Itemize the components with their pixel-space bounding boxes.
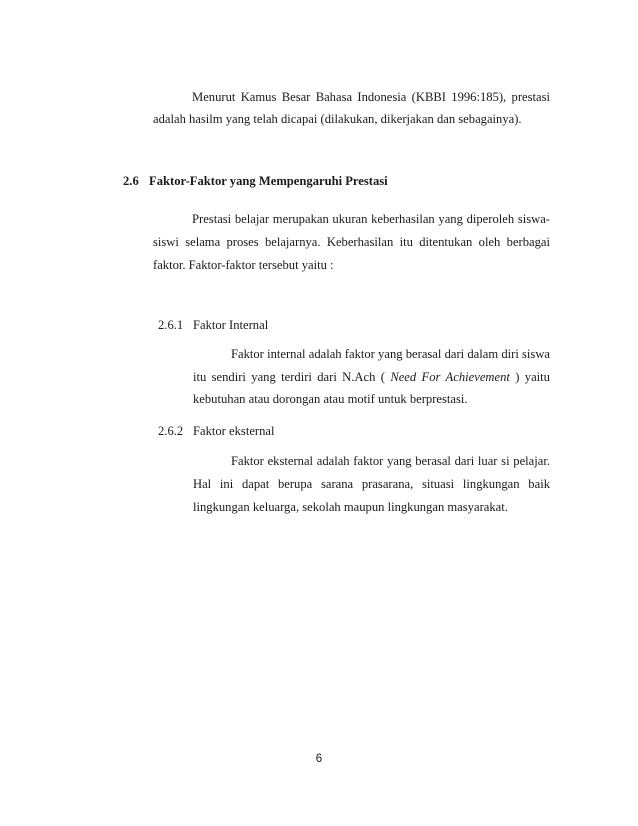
sub1-line-3: kebutuhan atau dorongan atau motif untuk berprestasi. xyxy=(193,392,468,406)
sub1-line-2 xyxy=(193,369,550,385)
sub2-line-1: Faktor eksternal adalah faktor yang berasal dari luar si pelajar. xyxy=(231,454,550,468)
sub2-line-3: lingkungan keluarga, sekolah maupun lingkungan masyarakat. xyxy=(193,500,508,514)
sub2-title: Faktor eksternal xyxy=(193,424,275,438)
sub1-title: Faktor Internal xyxy=(193,318,269,332)
section-para-line-1: Prestasi belajar merupakan ukuran keberhasilan yang diperoleh siswa- xyxy=(192,212,550,226)
sub2-number: 2.6.2 xyxy=(158,424,184,438)
sub1-number: 2.6.1 xyxy=(158,318,184,332)
sub1-line-2-text: itu sendiri yang terdiri dari N.Ach ( xyxy=(193,370,385,384)
intro-line-1: Menurut Kamus Besar Bahasa Indonesia (KBBI 1996:185), prestasi xyxy=(192,90,550,104)
section-number: 2.6 xyxy=(123,174,139,188)
section-para-line-2: siswi selama proses belajarnya. Keberhasilan itu ditentukan oleh berbagai xyxy=(153,235,550,249)
section-title: Faktor-Faktor yang Mempengaruhi Prestasi xyxy=(149,174,388,188)
sub1-line-2-tail: ) yaitu xyxy=(515,370,550,384)
sub2-line-2: Hal ini dapat berupa sarana prasarana, situasi lingkungan baik xyxy=(193,477,550,491)
intro-line-2: adalah hasilm yang telah dicapai (dilakukan, dikerjakan dan sebagainya). xyxy=(153,112,522,126)
page-number: 6 xyxy=(315,753,323,765)
sub1-line-1: Faktor internal adalah faktor yang berasal dari dalam diri siswa xyxy=(231,347,550,361)
section-para-line-3: faktor. Faktor-faktor tersebut yaitu : xyxy=(153,258,334,272)
sub1-line-2-italic: Need For Achievement xyxy=(390,370,510,384)
